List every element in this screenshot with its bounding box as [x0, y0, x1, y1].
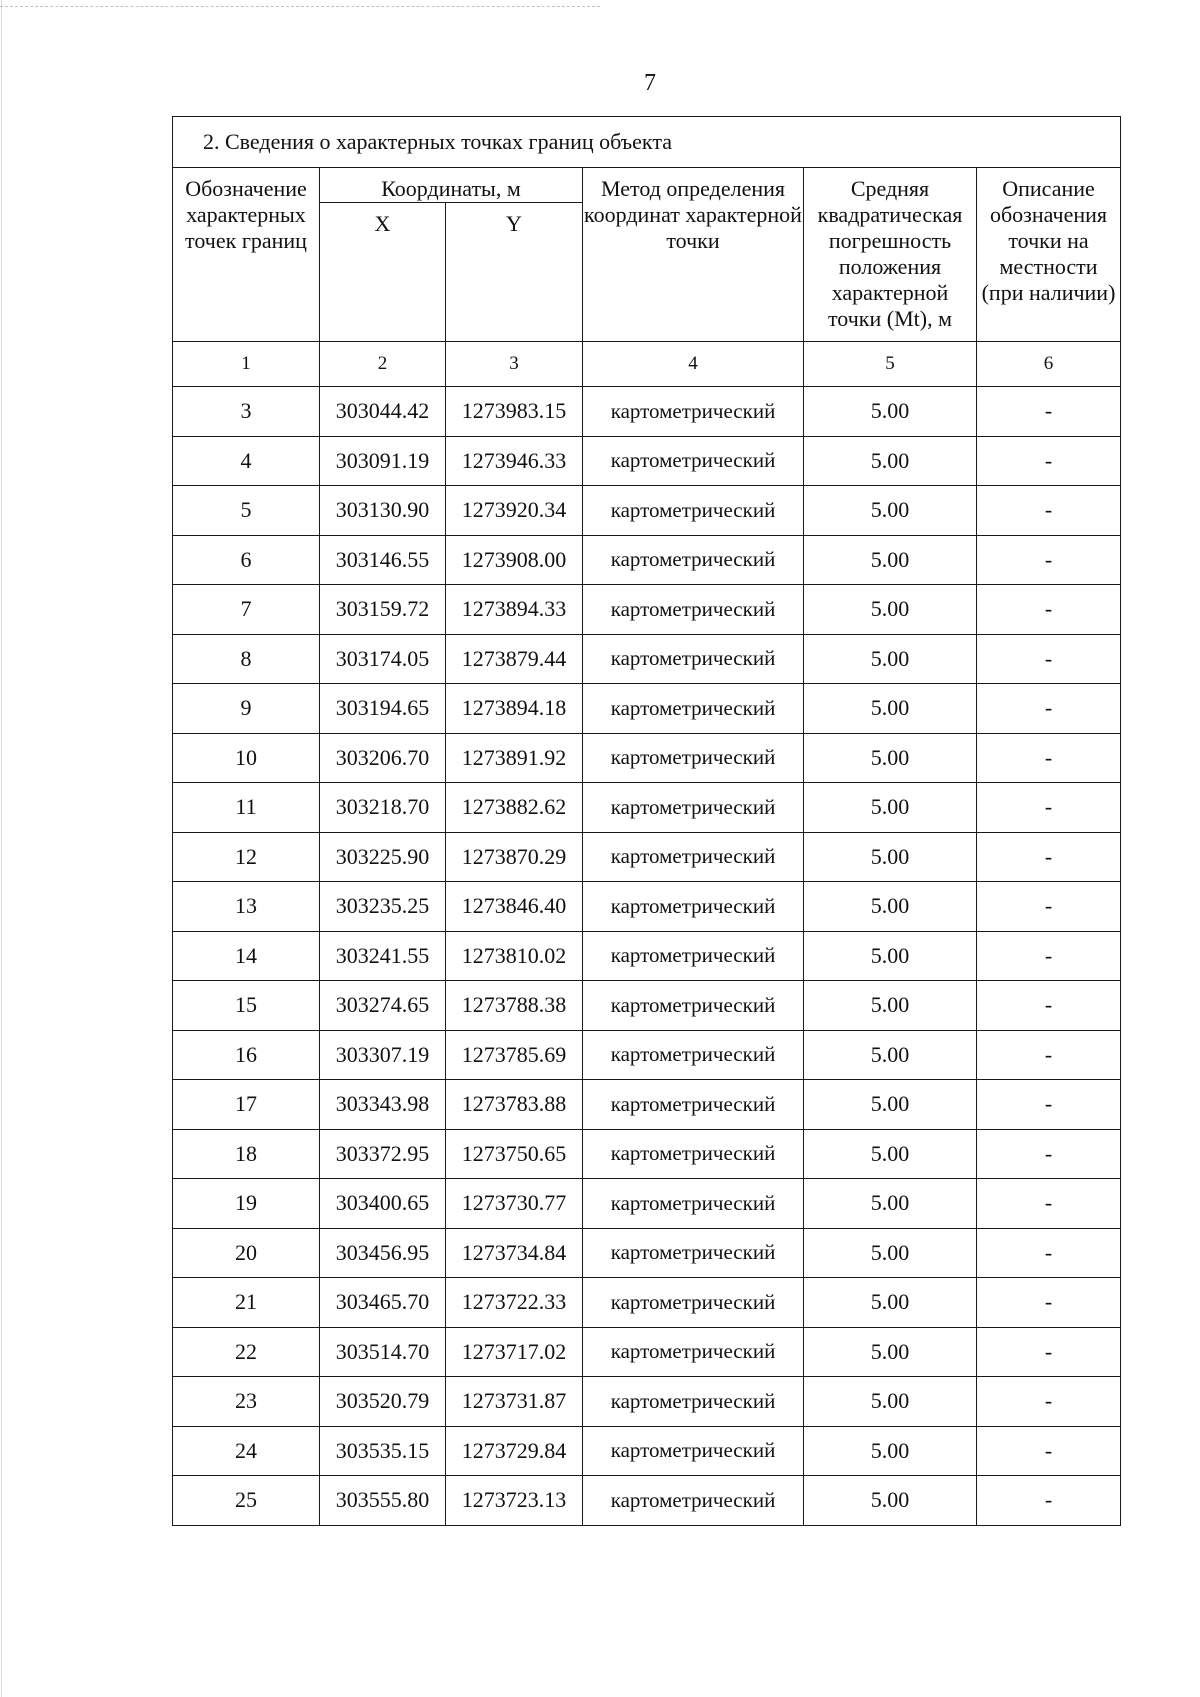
description-cell: -	[977, 585, 1121, 635]
accuracy-cell: 5.00	[804, 535, 977, 585]
coordinate-y: 1273946.33	[446, 436, 583, 486]
method-cell: картометрический	[583, 634, 804, 684]
coordinate-x: 303218.70	[320, 783, 446, 833]
coordinate-y: 1273894.18	[446, 684, 583, 734]
description-cell: -	[977, 684, 1121, 734]
coordinate-y: 1273846.40	[446, 882, 583, 932]
table-row	[173, 684, 1121, 734]
column-number: 3	[446, 342, 583, 387]
method-cell: картометрический	[583, 882, 804, 932]
accuracy-cell: 5.00	[804, 436, 977, 486]
coordinate-x: 303174.05	[320, 634, 446, 684]
table-row	[173, 783, 1121, 833]
coordinate-x: 303225.90	[320, 832, 446, 882]
description-cell: -	[977, 634, 1121, 684]
coordinate-x: 303343.98	[320, 1080, 446, 1130]
coordinate-y: 1273734.84	[446, 1228, 583, 1278]
coordinate-x: 303555.80	[320, 1476, 446, 1526]
point-designation: 10	[173, 733, 320, 783]
accuracy-cell: 5.00	[804, 783, 977, 833]
header-method: Метод определения координат характерной точки	[583, 168, 804, 342]
table-row	[173, 882, 1121, 932]
point-designation: 18	[173, 1129, 320, 1179]
header-y: Y	[446, 203, 583, 342]
page-number: 7	[644, 70, 656, 96]
accuracy-cell: 5.00	[804, 387, 977, 437]
accuracy-cell: 5.00	[804, 733, 977, 783]
method-cell: картометрический	[583, 486, 804, 536]
coordinate-x: 303520.79	[320, 1377, 446, 1427]
header-accuracy: Средняя квадратическая погрешность положения характерной точки (Mt), м	[804, 168, 977, 342]
coordinate-x: 303400.65	[320, 1179, 446, 1229]
coordinate-y: 1273723.13	[446, 1476, 583, 1526]
point-designation: 5	[173, 486, 320, 536]
table-row	[173, 931, 1121, 981]
coordinate-x: 303146.55	[320, 535, 446, 585]
coordinate-y: 1273722.33	[446, 1278, 583, 1328]
coordinate-y: 1273730.77	[446, 1179, 583, 1229]
accuracy-cell: 5.00	[804, 1080, 977, 1130]
description-cell: -	[977, 387, 1121, 437]
accuracy-cell: 5.00	[804, 1179, 977, 1229]
column-number: 5	[804, 342, 977, 387]
coordinate-x: 303241.55	[320, 931, 446, 981]
coordinate-y: 1273908.00	[446, 535, 583, 585]
description-cell: -	[977, 783, 1121, 833]
table-row	[173, 1327, 1121, 1377]
accuracy-cell: 5.00	[804, 1476, 977, 1526]
point-designation: 3	[173, 387, 320, 437]
description-cell: -	[977, 1129, 1121, 1179]
coordinate-y: 1273750.65	[446, 1129, 583, 1179]
table-body	[173, 387, 1121, 1526]
accuracy-cell: 5.00	[804, 981, 977, 1031]
description-cell: -	[977, 1377, 1121, 1427]
point-designation: 15	[173, 981, 320, 1031]
table-row	[173, 535, 1121, 585]
description-cell: -	[977, 981, 1121, 1031]
table-row	[173, 1080, 1121, 1130]
method-cell: картометрический	[583, 1278, 804, 1328]
method-cell: картометрический	[583, 436, 804, 486]
table-row	[173, 585, 1121, 635]
accuracy-cell: 5.00	[804, 1278, 977, 1328]
point-designation: 14	[173, 931, 320, 981]
table-row	[173, 634, 1121, 684]
table-row	[173, 1129, 1121, 1179]
coordinate-x: 303044.42	[320, 387, 446, 437]
table-row	[173, 981, 1121, 1031]
point-designation: 23	[173, 1377, 320, 1427]
point-designation: 11	[173, 783, 320, 833]
description-cell: -	[977, 1179, 1121, 1229]
column-number: 4	[583, 342, 804, 387]
table-row	[173, 436, 1121, 486]
table-row	[173, 486, 1121, 536]
column-number: 6	[977, 342, 1121, 387]
description-cell: -	[977, 733, 1121, 783]
table-row	[173, 1179, 1121, 1229]
table-row	[173, 1030, 1121, 1080]
method-cell: картометрический	[583, 1179, 804, 1229]
table-row	[173, 1476, 1121, 1526]
coordinate-y: 1273785.69	[446, 1030, 583, 1080]
point-designation: 4	[173, 436, 320, 486]
coordinate-x: 303465.70	[320, 1278, 446, 1328]
point-designation: 16	[173, 1030, 320, 1080]
description-cell: -	[977, 486, 1121, 536]
section-title: 2. Сведения о характерных точках границ объекта	[173, 117, 1121, 168]
method-cell: картометрический	[583, 1080, 804, 1130]
point-designation: 6	[173, 535, 320, 585]
accuracy-cell: 5.00	[804, 634, 977, 684]
method-cell: картометрический	[583, 832, 804, 882]
method-cell: картометрический	[583, 684, 804, 734]
coordinate-y: 1273870.29	[446, 832, 583, 882]
point-designation: 9	[173, 684, 320, 734]
description-cell: -	[977, 1476, 1121, 1526]
coordinate-x: 303456.95	[320, 1228, 446, 1278]
method-cell: картометрический	[583, 585, 804, 635]
method-cell: картометрический	[583, 733, 804, 783]
coordinate-x: 303130.90	[320, 486, 446, 536]
point-designation: 21	[173, 1278, 320, 1328]
description-cell: -	[977, 535, 1121, 585]
header-description: Описание обозначения точки на местности (при наличии)	[977, 168, 1121, 342]
coordinate-y: 1273729.84	[446, 1426, 583, 1476]
coordinate-x: 303159.72	[320, 585, 446, 635]
scan-edge-left	[1, 0, 2, 1697]
header-designation: Обозначение характерных точек границ	[173, 168, 320, 342]
accuracy-cell: 5.00	[804, 486, 977, 536]
header-coordinates: Координаты, м	[320, 168, 583, 203]
description-cell: -	[977, 1327, 1121, 1377]
method-cell: картометрический	[583, 783, 804, 833]
header-x: X	[320, 203, 446, 342]
coordinate-x: 303206.70	[320, 733, 446, 783]
coordinate-y: 1273783.88	[446, 1080, 583, 1130]
point-designation: 20	[173, 1228, 320, 1278]
coordinate-y: 1273879.44	[446, 634, 583, 684]
coordinate-y: 1273882.62	[446, 783, 583, 833]
point-designation: 12	[173, 832, 320, 882]
method-cell: картометрический	[583, 1228, 804, 1278]
accuracy-cell: 5.00	[804, 1030, 977, 1080]
description-cell: -	[977, 931, 1121, 981]
accuracy-cell: 5.00	[804, 1327, 977, 1377]
table-row	[173, 1278, 1121, 1328]
column-number: 1	[173, 342, 320, 387]
coordinate-x: 303372.95	[320, 1129, 446, 1179]
point-designation: 17	[173, 1080, 320, 1130]
description-cell: -	[977, 1426, 1121, 1476]
accuracy-cell: 5.00	[804, 1426, 977, 1476]
method-cell: картометрический	[583, 1129, 804, 1179]
description-cell: -	[977, 436, 1121, 486]
accuracy-cell: 5.00	[804, 1377, 977, 1427]
table-row	[173, 387, 1121, 437]
coordinate-y: 1273788.38	[446, 981, 583, 1031]
coordinate-y: 1273983.15	[446, 387, 583, 437]
method-cell: картометрический	[583, 1377, 804, 1427]
coordinate-y: 1273891.92	[446, 733, 583, 783]
coordinate-y: 1273894.33	[446, 585, 583, 635]
description-cell: -	[977, 1278, 1121, 1328]
description-cell: -	[977, 882, 1121, 932]
boundary-points-table	[172, 116, 1121, 1526]
point-designation: 8	[173, 634, 320, 684]
method-cell: картометрический	[583, 535, 804, 585]
coordinate-x: 303091.19	[320, 436, 446, 486]
accuracy-cell: 5.00	[804, 1129, 977, 1179]
method-cell: картометрический	[583, 1426, 804, 1476]
accuracy-cell: 5.00	[804, 585, 977, 635]
point-designation: 13	[173, 882, 320, 932]
accuracy-cell: 5.00	[804, 684, 977, 734]
table-row	[173, 1426, 1121, 1476]
method-cell: картометрический	[583, 1030, 804, 1080]
coordinate-y: 1273920.34	[446, 486, 583, 536]
accuracy-cell: 5.00	[804, 832, 977, 882]
coordinate-y: 1273717.02	[446, 1327, 583, 1377]
accuracy-cell: 5.00	[804, 1228, 977, 1278]
method-cell: картометрический	[583, 931, 804, 981]
method-cell: картометрический	[583, 387, 804, 437]
table-row	[173, 1228, 1121, 1278]
point-designation: 25	[173, 1476, 320, 1526]
coordinate-x: 303194.65	[320, 684, 446, 734]
coordinate-y: 1273731.87	[446, 1377, 583, 1427]
table-row	[173, 832, 1121, 882]
point-designation: 22	[173, 1327, 320, 1377]
method-cell: картометрический	[583, 981, 804, 1031]
accuracy-cell: 5.00	[804, 882, 977, 932]
description-cell: -	[977, 1080, 1121, 1130]
method-cell: картометрический	[583, 1476, 804, 1526]
table-row	[173, 1377, 1121, 1427]
table-row	[173, 733, 1121, 783]
coordinate-x: 303235.25	[320, 882, 446, 932]
coordinate-y: 1273810.02	[446, 931, 583, 981]
point-designation: 7	[173, 585, 320, 635]
coordinate-x: 303307.19	[320, 1030, 446, 1080]
description-cell: -	[977, 832, 1121, 882]
coordinate-x: 303274.65	[320, 981, 446, 1031]
column-number: 2	[320, 342, 446, 387]
description-cell: -	[977, 1030, 1121, 1080]
point-designation: 24	[173, 1426, 320, 1476]
coordinate-x: 303535.15	[320, 1426, 446, 1476]
column-numbers-row	[173, 342, 1121, 387]
description-cell: -	[977, 1228, 1121, 1278]
accuracy-cell: 5.00	[804, 931, 977, 981]
point-designation: 19	[173, 1179, 320, 1229]
scan-edge-top	[0, 6, 600, 7]
method-cell: картометрический	[583, 1327, 804, 1377]
coordinate-x: 303514.70	[320, 1327, 446, 1377]
